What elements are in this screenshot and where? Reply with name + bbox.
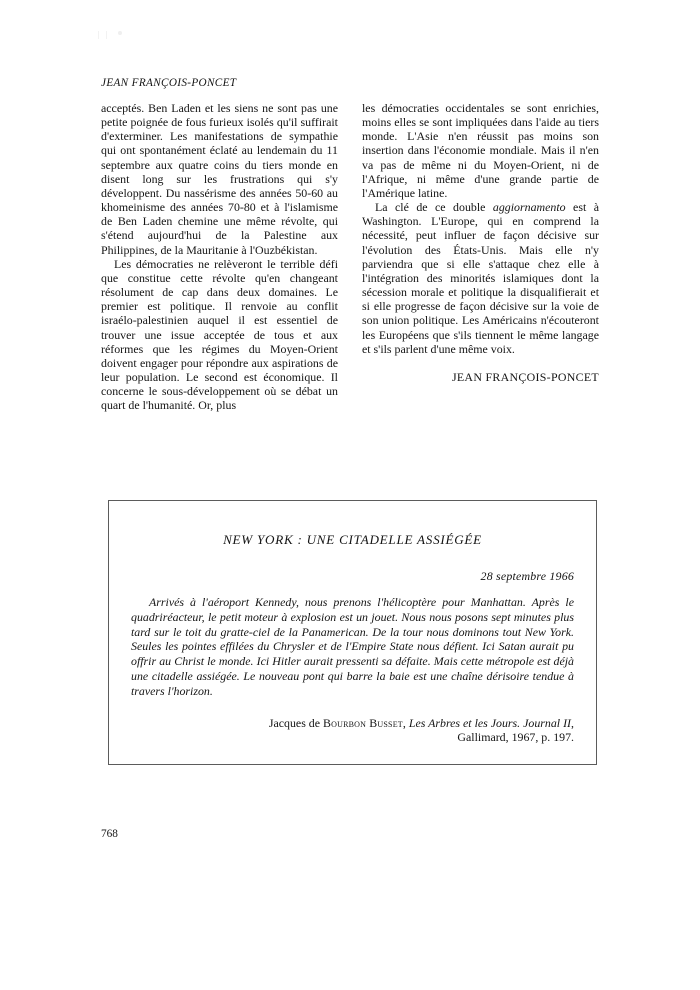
running-head: JEAN FRANÇOIS-PONCET — [101, 77, 237, 89]
quotation-attribution — [131, 716, 574, 746]
attribution-publisher: Gallimard, 1967, p. 197. — [457, 730, 574, 745]
attribution-separator: , — [402, 715, 409, 730]
quotation-box — [108, 500, 597, 765]
quotation-text: Arrivés à l'aéroport Kennedy, nous prenons l'hélicoptère pour Manhattan. Après le quadriréacteur, le petit moteur à explosion est un jouet. Nous nous posons sept minutes plus tard sur le toit du gratte-ciel de la Panamerican. De la tour nous dominons tout New York. Seules les pointes effilées du Chrysler et de l'Empire State nous défient. Ici Satan aurait pu offrir au Christ le monde. Ici Hitler aurait pressenti sa défaite. Mais cette métropole est déjà une citadelle assiégée. Le nouveau pont qui barre la baie est une chaîne dérisoire tendue à travers l'horizon. — [131, 595, 574, 698]
author-signature: JEAN FRANÇOIS-PONCET — [451, 369, 599, 384]
paragraph-right-2 — [362, 200, 599, 356]
aggiornamento-italic-term: aggiornamento — [492, 200, 566, 215]
page-number: 768 — [101, 828, 118, 840]
body-columns — [101, 101, 599, 412]
paragraph-left-2: Les démocraties ne relèveront le terrible défi que constitue cette révolte qu'en changeant résolument de cap dans deux domaines. Le premier est politique. Il renvoie au conflit israélo-palestinien auquel il est essentiel de trouver une issue acceptée de tous et aux réformes que les régimes du Moyen-Orient doivent engager pour répondre aux aspirations de leur population. Le second est économique. Il concerne le sous-développement où se débat un quart de l'humanité. Or, plus — [101, 256, 338, 413]
quotation-date: 28 septembre 1966 — [480, 569, 574, 583]
quotation-box-inner — [131, 501, 574, 745]
paragraph-right-1: les démocraties occidentales se sont enrichies, moins elles se sont impliquées dans l'aide au tiers monde. L'Asie n'en réussit pas moins son insertion dans l'économie mondiale. Mais il n'en va pas de même ni du Moyen-Orient, ni de l'Afrique, ni même d'une grande partie de l'Amérique latine. — [362, 101, 599, 200]
paragraph-left-1: acceptés. Ben Laden et les siens ne sont pas une petite poignée de fous furieux isolés qu'il suffirait d'exterminer. Les manifestations de sympathie qui ont spontanément éclaté au lendemain du 11 septembre aux quatre coins du tiers monde en disent long sur les frustrations qui s'y développent. Du nassérisme des années 50-60 au khomeinisme des années 70-80 et à l'islamisme de Ben Laden chemine une même révolte, qui s'étend aujourd'hui de la Palestine aux Philippines, de la Mauritanie à l'Ouzbékistan. — [101, 101, 338, 257]
scan-artifact-marks — [98, 31, 158, 41]
quotation-title: NEW YORK : UNE CITADELLE ASSIÉGÉE — [223, 532, 482, 547]
paragraph-right-2-part1: La clé de ce double — [375, 200, 493, 215]
paragraph-right-2-part2: est à Washington. L'Europe, qui en comprend la nécessité, peut influer de façon décisive sur l'évolution des États-Unis. Mais elle n'y parviendra que si elle s'attaque chez elle à l'intégration des minorités islamiques dont la sécession morale et politique la disqualifierait et si elle progresse de façon décisive sur la voie de son union politique. Les Américains n'écouteront les Européens que s'ils tiennent le même langage et s'ils parlent d'une même voix. — [362, 200, 600, 356]
attribution-comma: , — [571, 715, 574, 730]
right-column — [362, 101, 599, 412]
attribution-author-prefix: Jacques de — [268, 715, 324, 730]
attribution-author-name: Bourbon Busset — [323, 715, 403, 730]
left-column — [101, 101, 338, 412]
attribution-work-title: Les Arbres et les Jours. Journal II — [408, 715, 572, 730]
